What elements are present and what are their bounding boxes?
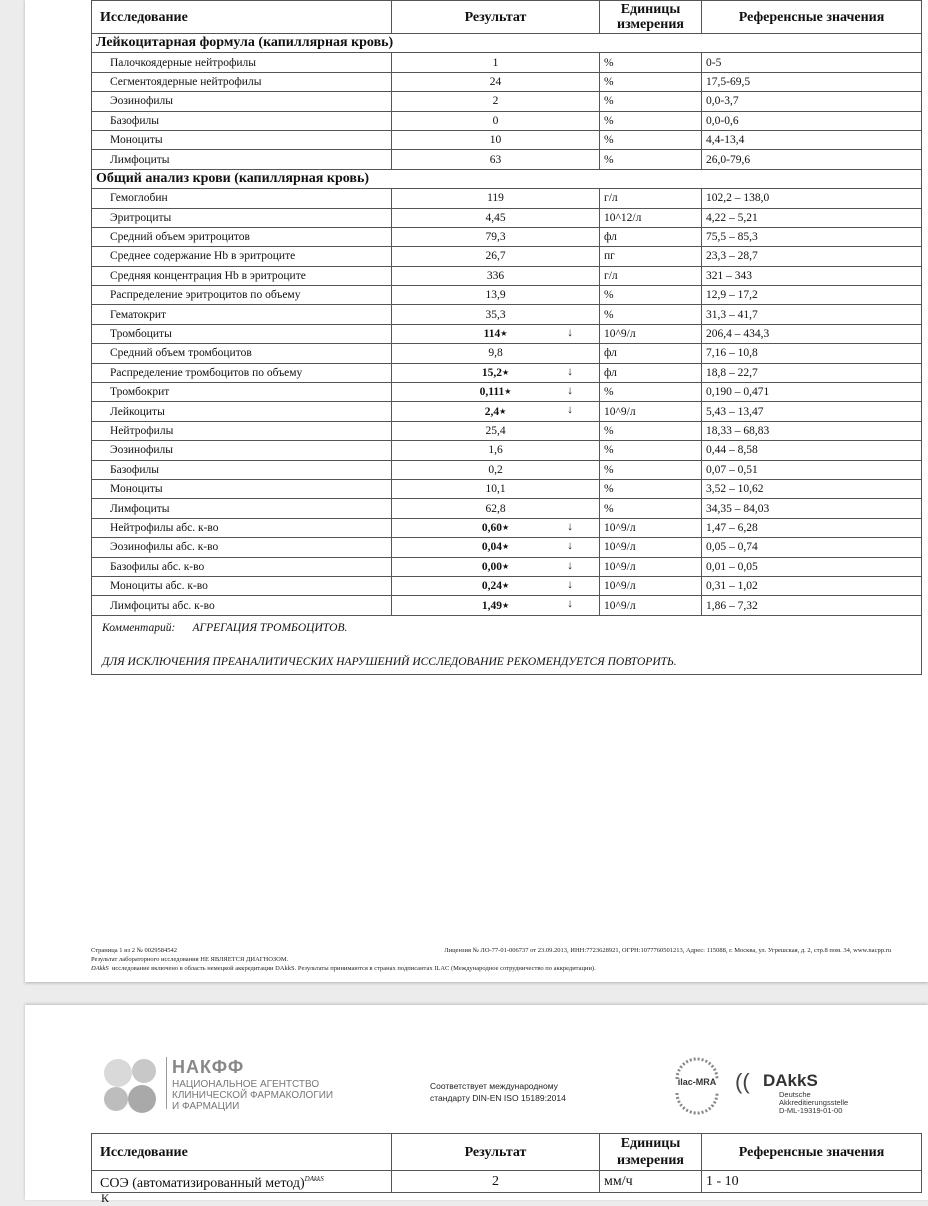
row-ref: 0,31 – 1,02 xyxy=(702,576,922,595)
row-result xyxy=(392,460,600,479)
dakks-subtitle xyxy=(779,1091,848,1115)
footer-accreditation xyxy=(91,964,891,973)
footer-dakks-mark: DAkkS xyxy=(91,965,109,972)
table-row xyxy=(92,286,922,305)
row-result-value: 0 xyxy=(492,114,499,127)
table-row xyxy=(92,441,922,460)
down-arrow-icon: ↓ xyxy=(567,540,573,553)
row-unit: % xyxy=(600,53,702,72)
row-ref: 0,05 – 0,74 xyxy=(702,538,922,557)
logo-line-2: КЛИНИЧЕСКОЙ ФАРМАКОЛОГИИ xyxy=(172,1090,334,1101)
dakks-logo xyxy=(735,1067,885,1127)
table-row xyxy=(92,305,922,324)
table-row xyxy=(92,150,922,169)
standard-line-2: стандарту DIN-EN ISO 15189:2014 xyxy=(430,1093,566,1103)
row-ref: 0,44 – 8,58 xyxy=(702,441,922,460)
row-name: Средний объем тромбоцитов xyxy=(92,344,392,363)
row-name: Тромбокрит xyxy=(92,383,392,402)
section-title: Общий анализ крови (капиллярная кровь) xyxy=(92,169,922,188)
ilac-mra-logo xyxy=(672,1057,722,1115)
row-name: Гемоглобин xyxy=(92,189,392,208)
row-unit: % xyxy=(600,130,702,149)
header-result: Результат xyxy=(392,1,600,34)
row-result xyxy=(392,538,600,557)
report-page-1 xyxy=(25,0,928,982)
row-ref: 34,35 – 84,03 xyxy=(702,499,922,518)
logo-subtitle xyxy=(172,1079,372,1112)
row-name: Базофилы абс. к-во xyxy=(92,557,392,576)
row-result-value: 25,4 xyxy=(485,425,506,437)
table-row xyxy=(92,363,922,382)
row-name: Лимфоциты xyxy=(92,150,392,169)
row-result xyxy=(392,383,600,402)
row-unit: % xyxy=(600,305,702,324)
row-result-value: 63 xyxy=(489,153,502,166)
row-ref: 3,52 – 10,62 xyxy=(702,479,922,498)
row-result xyxy=(392,344,600,363)
row-result xyxy=(392,441,600,460)
header-study: Исследование xyxy=(92,1,392,34)
row-name: Среднее содержание Hb в эритроците xyxy=(92,247,392,266)
row-unit: пг xyxy=(600,247,702,266)
row-unit: % xyxy=(600,286,702,305)
row-ref: 1,47 – 6,28 xyxy=(702,518,922,537)
row-result xyxy=(392,596,600,615)
footer-license: Лицензия № ЛО-77-01-006737 от 23.09.2013, ИНН:7723628921, ОГРН:1077760501213, Адрес: 115088, г. Москва, ул. Угрешская, д. 2, стр.8 пом. 34, www.nacpp.ru xyxy=(444,947,891,954)
row-result xyxy=(392,324,600,343)
page-footer xyxy=(91,946,891,973)
row-unit: % xyxy=(600,150,702,169)
row-ref: 1,86 – 7,32 xyxy=(702,596,922,615)
dakks-line-3: D-ML-19319-01-00 xyxy=(779,1106,843,1115)
row-unit: % xyxy=(600,92,702,111)
logo-line-3: И ФАРМАЦИИ xyxy=(172,1101,240,1112)
down-arrow-icon: ↓ xyxy=(567,404,573,417)
row-result-value: 24 xyxy=(489,75,502,88)
table-header xyxy=(92,1,922,34)
table-row xyxy=(92,72,922,91)
row-result-value: 0,00 xyxy=(481,560,502,573)
row-name-text: СОЭ (автоматизированный метод) xyxy=(100,1176,305,1191)
row-unit: фл xyxy=(600,227,702,246)
row-name xyxy=(92,1171,392,1193)
nakff-logo-icon xyxy=(100,1055,162,1117)
row-unit: 10^9/л xyxy=(600,576,702,595)
row-name: Тромбоциты xyxy=(92,324,392,343)
down-arrow-icon: ↓ xyxy=(567,385,573,398)
row-name: Эозинофилы xyxy=(92,92,392,111)
row-result-value: 0,2 xyxy=(488,463,503,476)
nakff-logo xyxy=(100,1055,360,1115)
row-ref: 26,0-79,6 xyxy=(702,150,922,169)
star-icon: ★ xyxy=(504,387,512,397)
star-icon: ★ xyxy=(501,542,510,552)
table-row xyxy=(92,518,922,537)
table-row xyxy=(92,479,922,498)
row-ref: 4,4-13,4 xyxy=(702,130,922,149)
row-ref: 102,2 – 138,0 xyxy=(702,189,922,208)
row-name-sup: DAkkS xyxy=(304,1175,324,1183)
row-result-value: 0,111 xyxy=(479,386,505,399)
row-result-value: 15,2 xyxy=(481,366,502,379)
row-result xyxy=(392,92,600,111)
table-row xyxy=(92,421,922,440)
results-body xyxy=(92,34,922,616)
row-result xyxy=(392,150,600,169)
footer-diagnosis: Результат лабораторного исследования НЕ ЯВЛЯЕТСЯ ДИАГНОЗОМ. xyxy=(91,956,289,963)
table-row xyxy=(92,596,922,615)
down-arrow-icon: ↓ xyxy=(567,326,573,339)
row-unit: 10^9/л xyxy=(600,518,702,537)
row-ref: 5,43 – 13,47 xyxy=(702,402,922,421)
row-result-value: 4,45 xyxy=(485,211,506,224)
row-result-value: 10 xyxy=(489,134,502,147)
row-ref: 31,3 – 41,7 xyxy=(702,305,922,324)
row-unit: 10^9/л xyxy=(600,557,702,576)
table-row xyxy=(92,460,922,479)
row-ref: 0,0-3,7 xyxy=(702,92,922,111)
row-name: Средний объем эритроцитов xyxy=(92,227,392,246)
header-reference: Референсные значения xyxy=(702,1,922,34)
star-icon: ★ xyxy=(501,581,510,591)
row-unit: 10^9/л xyxy=(600,324,702,343)
row-unit: % xyxy=(600,441,702,460)
table-row xyxy=(92,53,922,72)
row-unit: фл xyxy=(600,344,702,363)
row-result xyxy=(392,421,600,440)
row-result-value: 119 xyxy=(487,192,504,205)
table-row xyxy=(92,1171,922,1193)
row-result xyxy=(392,518,600,537)
row-ref: 7,16 – 10,8 xyxy=(702,344,922,363)
row-result xyxy=(392,363,600,382)
row-result-value: 2,4 xyxy=(484,405,500,418)
row-result-value: 10,1 xyxy=(485,483,506,496)
row-result xyxy=(392,402,600,421)
row-result xyxy=(392,557,600,576)
table-header xyxy=(92,1134,922,1171)
footer-accreditation-text: исследование включено в область немецкой аккредитации DAkkS. Результаты принимаются в странах подписантах ILAC (Международное сотрудничество по аккредитации). xyxy=(111,965,596,972)
row-name: Нейтрофилы абс. к-во xyxy=(92,518,392,537)
row-name: Эозинофилы xyxy=(92,441,392,460)
row-name: Сегментоядерные нейтрофилы xyxy=(92,72,392,91)
star-icon: ★ xyxy=(501,522,510,532)
row-name: Лейкоциты xyxy=(92,402,392,421)
table-row xyxy=(92,208,922,227)
row-result xyxy=(392,266,600,285)
row-name: Эозинофилы абс. к-во xyxy=(92,538,392,557)
star-icon: ★ xyxy=(501,600,510,610)
row-unit: % xyxy=(600,72,702,91)
row-result-value: 0,60 xyxy=(481,521,502,534)
row-result-value: 1,49 xyxy=(481,599,502,612)
row-unit: % xyxy=(600,383,702,402)
ilac-label: ilac-MRA xyxy=(677,1077,717,1087)
row-result xyxy=(392,286,600,305)
footer-page: Страница 1 из 2 № 0029584542 xyxy=(91,947,177,954)
row-unit: % xyxy=(600,460,702,479)
table-row xyxy=(92,557,922,576)
row-name: Моноциты xyxy=(92,130,392,149)
logo-line-1: НАЦИОНАЛЬНОЕ АГЕНТСТВО xyxy=(172,1079,320,1090)
row-name: Моноциты абс. к-во xyxy=(92,576,392,595)
table-row xyxy=(92,344,922,363)
table-row xyxy=(92,383,922,402)
standard-note xyxy=(430,1080,566,1104)
row-result xyxy=(392,305,600,324)
row-result-value: 0,04 xyxy=(481,541,502,554)
table-row xyxy=(92,92,922,111)
results-table xyxy=(91,0,922,675)
comment-text: АГРЕГАЦИЯ ТРОМБОЦИТОВ. xyxy=(192,621,348,634)
star-icon: ★ xyxy=(501,561,510,571)
row-result-value: 2 xyxy=(492,95,499,108)
header-study: Исследование xyxy=(92,1134,392,1171)
table-row xyxy=(92,324,922,343)
cut-off-text: К xyxy=(101,1191,110,1205)
row-ref: 18,33 – 68,83 xyxy=(702,421,922,440)
row-result xyxy=(392,72,600,91)
row-name: Гематокрит xyxy=(92,305,392,324)
row-name: Распределение тромбоцитов по объему xyxy=(92,363,392,382)
down-arrow-icon: ↓ xyxy=(567,520,573,533)
row-result xyxy=(392,208,600,227)
header-reference: Референсные значения xyxy=(702,1134,922,1171)
row-ref: 0,0-0,6 xyxy=(702,111,922,130)
row-result-value: 9,8 xyxy=(488,347,503,360)
row-unit: фл xyxy=(600,363,702,382)
row-name: Моноциты xyxy=(92,479,392,498)
dakks-line-2: Akkreditierungsstelle xyxy=(779,1098,849,1107)
row-name: Лимфоциты абс. к-во xyxy=(92,596,392,615)
row-name: Базофилы xyxy=(92,460,392,479)
row-name: Средняя концентрация Hb в эритроците xyxy=(92,266,392,285)
header-units: Единицы измерения xyxy=(600,1,702,34)
row-ref: 17,5-69,5 xyxy=(702,72,922,91)
row-ref: 206,4 – 434,3 xyxy=(702,324,922,343)
table-row xyxy=(92,402,922,421)
row-result-value: 26,7 xyxy=(485,250,506,263)
table-row xyxy=(92,111,922,130)
header-units: Единицы измерения xyxy=(600,1134,702,1171)
down-arrow-icon: ↓ xyxy=(567,598,573,611)
row-result-value: 336 xyxy=(486,269,505,282)
row-unit: 10^9/л xyxy=(600,596,702,615)
row-unit: % xyxy=(600,479,702,498)
row-result: 2 xyxy=(392,1171,600,1193)
table-row xyxy=(92,130,922,149)
row-result xyxy=(392,499,600,518)
section-header-row xyxy=(92,169,922,188)
row-unit: % xyxy=(600,111,702,130)
table-row xyxy=(92,499,922,518)
row-unit: мм/ч xyxy=(600,1171,702,1193)
row-result-value: 62,8 xyxy=(485,502,506,515)
row-result-value: 13,9 xyxy=(485,289,506,302)
row-ref: 1 - 10 xyxy=(702,1171,922,1193)
comment-cell xyxy=(92,615,922,674)
row-result xyxy=(392,247,600,266)
row-name: Базофилы xyxy=(92,111,392,130)
comment-label: Комментарий: xyxy=(102,621,176,634)
table-row xyxy=(92,576,922,595)
row-result xyxy=(392,130,600,149)
row-result-value: 1 xyxy=(492,56,499,69)
row-result-value: 0,24 xyxy=(481,580,502,593)
star-icon: ★ xyxy=(499,406,507,416)
row-unit: 10^9/л xyxy=(600,538,702,557)
row-unit: г/л xyxy=(600,266,702,285)
comment-row xyxy=(92,615,922,674)
down-arrow-icon: ↓ xyxy=(567,578,573,591)
star-icon: ★ xyxy=(501,367,510,377)
row-ref: 75,5 – 85,3 xyxy=(702,227,922,246)
row-ref: 18,8 – 22,7 xyxy=(702,363,922,382)
report-page-2 xyxy=(25,1005,928,1205)
row-ref: 23,3 – 28,7 xyxy=(702,247,922,266)
comment-note: ДЛЯ ИСКЛЮЧЕНИЯ ПРЕАНАЛИТИЧЕСКИХ НАРУШЕНИЙ ИССЛЕДОВАНИЕ РЕКОМЕНДУЕТСЯ ПОВТОРИТЬ. xyxy=(102,655,677,668)
row-unit: 10^9/л xyxy=(600,402,702,421)
table-row xyxy=(92,227,922,246)
row-name: Лимфоциты xyxy=(92,499,392,518)
row-ref: 0-5 xyxy=(702,53,922,72)
dakks-line-1: Deutsche xyxy=(779,1090,811,1099)
row-result-value: 79,3 xyxy=(485,231,506,244)
down-arrow-icon: ↓ xyxy=(567,365,573,378)
row-result xyxy=(392,227,600,246)
table-row xyxy=(92,266,922,285)
row-name: Эритроциты xyxy=(92,208,392,227)
table-row xyxy=(92,247,922,266)
header-result: Результат xyxy=(392,1134,600,1171)
row-result xyxy=(392,53,600,72)
standard-line-1: Соответствует международному xyxy=(430,1081,558,1091)
dakks-logo-icon: (( xyxy=(735,1069,750,1094)
row-ref: 4,22 – 5,21 xyxy=(702,208,922,227)
row-ref: 321 – 343 xyxy=(702,266,922,285)
row-name: Палочкоядерные нейтрофилы xyxy=(92,53,392,72)
row-ref: 0,190 – 0,471 xyxy=(702,383,922,402)
table-row xyxy=(92,538,922,557)
row-result-value: 114 xyxy=(483,328,501,341)
row-name: Распределение эритроцитов по объему xyxy=(92,286,392,305)
row-name: Нейтрофилы xyxy=(92,421,392,440)
row-ref: 12,9 – 17,2 xyxy=(702,286,922,305)
row-unit: 10^12/л xyxy=(600,208,702,227)
row-result xyxy=(392,189,600,208)
row-unit: % xyxy=(600,421,702,440)
row-result-value: 1,6 xyxy=(488,444,503,457)
section-header-row xyxy=(92,34,922,53)
star-icon: ★ xyxy=(500,329,508,339)
table-row xyxy=(92,189,922,208)
row-unit: г/л xyxy=(600,189,702,208)
row-result-value: 35,3 xyxy=(485,308,506,321)
row-ref: 0,01 – 0,05 xyxy=(702,557,922,576)
row-result xyxy=(392,576,600,595)
row-result xyxy=(392,111,600,130)
logo-divider xyxy=(166,1057,167,1109)
dakks-name: DAkkS xyxy=(763,1071,818,1090)
row-unit: % xyxy=(600,499,702,518)
row-ref: 0,07 – 0,51 xyxy=(702,460,922,479)
section-title: Лейкоцитарная формула (капиллярная кровь) xyxy=(92,34,922,53)
down-arrow-icon: ↓ xyxy=(567,559,573,572)
row-result xyxy=(392,479,600,498)
logo-title: НАКФФ xyxy=(172,1057,245,1077)
esr-table xyxy=(91,1133,922,1193)
